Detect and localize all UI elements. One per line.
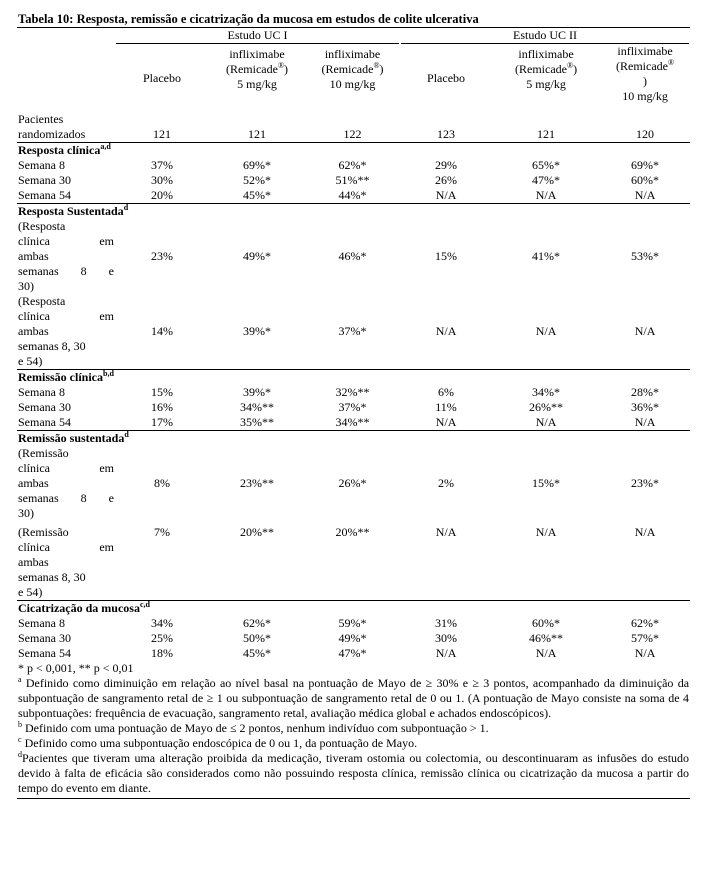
footnote-a: $^a$ Definido como diminuição em relação ao nível basal na pontuação de Mayo de ≥ 30% e ≥ 3 pontos, acompanhado da diminuição da subpontuação de sangramento retal de ≥ 1 ou subpontuação de sangramento retal de 0 ou 1. (A pontuação de Mayo consiste na soma de 4 subpontuações: frequência de evacuação, sangramento retal, avaliação médica global e achados endoscópicos). xyxy=(18,675,690,720)
header-placebo-uc2: Placebo xyxy=(427,70,466,85)
table-row: Semana 8 37% 69%* 62%* 29% 65%* 69%* xyxy=(18,158,660,172)
table-row: (Remissão clínica em ambas semanas 8 e 30) 8% 23%** 26%* 2% 15%* 23%* xyxy=(18,446,660,520)
table-row: Semana 8 15% 39%* 32%** 6% 34%* 28%* xyxy=(18,385,660,399)
table-row: Semana 30 16% 34%** 37%* 11% 26%** 36%* xyxy=(18,400,660,414)
header-5mg-uc2: infliximabe (Remicade®) 5 mg/kg xyxy=(515,47,578,91)
footnote-d: $^d$Pacientes que tiveram uma alteração proibida da medicação, tiveram ostomia ou colectomia, ou descontinuaram as infusões do estudo devido à falta de eficácia são considerados como não possuindo resposta clínica, remissão clínica ou cicatrização da mucosa a partir do tempo do evento em diante. xyxy=(17,751,690,799)
section-clinical-response: Resposta clínica$^{a,d}$ xyxy=(18,142,111,157)
patients-row: Pacientes randomizados 121 121 122 123 121 120 xyxy=(17,112,690,143)
study-uc1: Estudo UC I xyxy=(116,28,399,44)
table-row: Semana 30 30% 52%* 51%** 26% 47%* 60%* xyxy=(18,173,660,187)
table-row: Semana 54 20% 45%* 44%* N/A N/A N/A xyxy=(17,188,690,204)
table-row: Semana 54 18% 45%* 47%* N/A N/A N/A xyxy=(18,646,656,660)
results-table xyxy=(17,27,690,799)
study-header-row xyxy=(17,28,690,45)
section-clinical-remission: Remissão clínica$^{b,d}$ xyxy=(18,369,114,384)
footnote-b: $^b$ Definido com uma pontuação de Mayo de ≤ 2 pontos, nenhum indivíduo com subpontuação > 1. xyxy=(18,720,489,735)
footnote-pvalues: * p < 0,001, ** p < 0,01 xyxy=(18,661,134,675)
study-uc2: Estudo UC II xyxy=(401,28,689,44)
section-mucosal-healing: Cicatrização da mucosa$^{c,d}$ xyxy=(18,600,150,615)
table-row: (Remissão clínica em ambas semanas 8, 30 e 54) 7% 20%** 20%** N/A N/A N/A xyxy=(17,521,690,601)
header-10mg-uc1: infliximabe (Remicade®) 10 mg/kg xyxy=(321,47,384,91)
table-row: (Resposta clínica em ambas semanas 8, 30 e 54) 14% 39%* 37%* N/A N/A N/A xyxy=(17,294,690,370)
table-row: Semana 54 17% 35%** 34%** N/A N/A N/A xyxy=(17,415,690,431)
header-placebo-uc1: Placebo xyxy=(143,70,181,85)
footnote-c: $^c$ Definido como uma subpontuação endoscópica de 0 ou 1, da pontuação de Mayo. xyxy=(18,735,418,750)
header-10mg-uc2: infliximabe (Remicade® ) 10 mg/kg xyxy=(616,44,675,103)
table-row: (Resposta clínica em ambas semanas 8 e 30) 23% 49%* 46%* 15% 41%* 53%* xyxy=(18,219,660,293)
table-title: Tabela 10: Resposta, remissão e cicatrização da mucosa em estudos de colite ulcerativa xyxy=(18,12,479,26)
treatment-header-row xyxy=(17,44,690,112)
table-row: Semana 30 25% 50%* 49%* 30% 46%** 57%* xyxy=(18,631,660,645)
section-sustained-remission: Remissão sustentada$^d$ xyxy=(18,430,129,445)
section-sustained-response: Resposta Sustentada$^d$ xyxy=(18,203,129,218)
header-5mg-uc1: infliximabe (Remicade®) 5 mg/kg xyxy=(225,47,289,91)
table-row: Semana 8 34% 62%* 59%* 31% 60%* 62%* xyxy=(18,616,660,630)
